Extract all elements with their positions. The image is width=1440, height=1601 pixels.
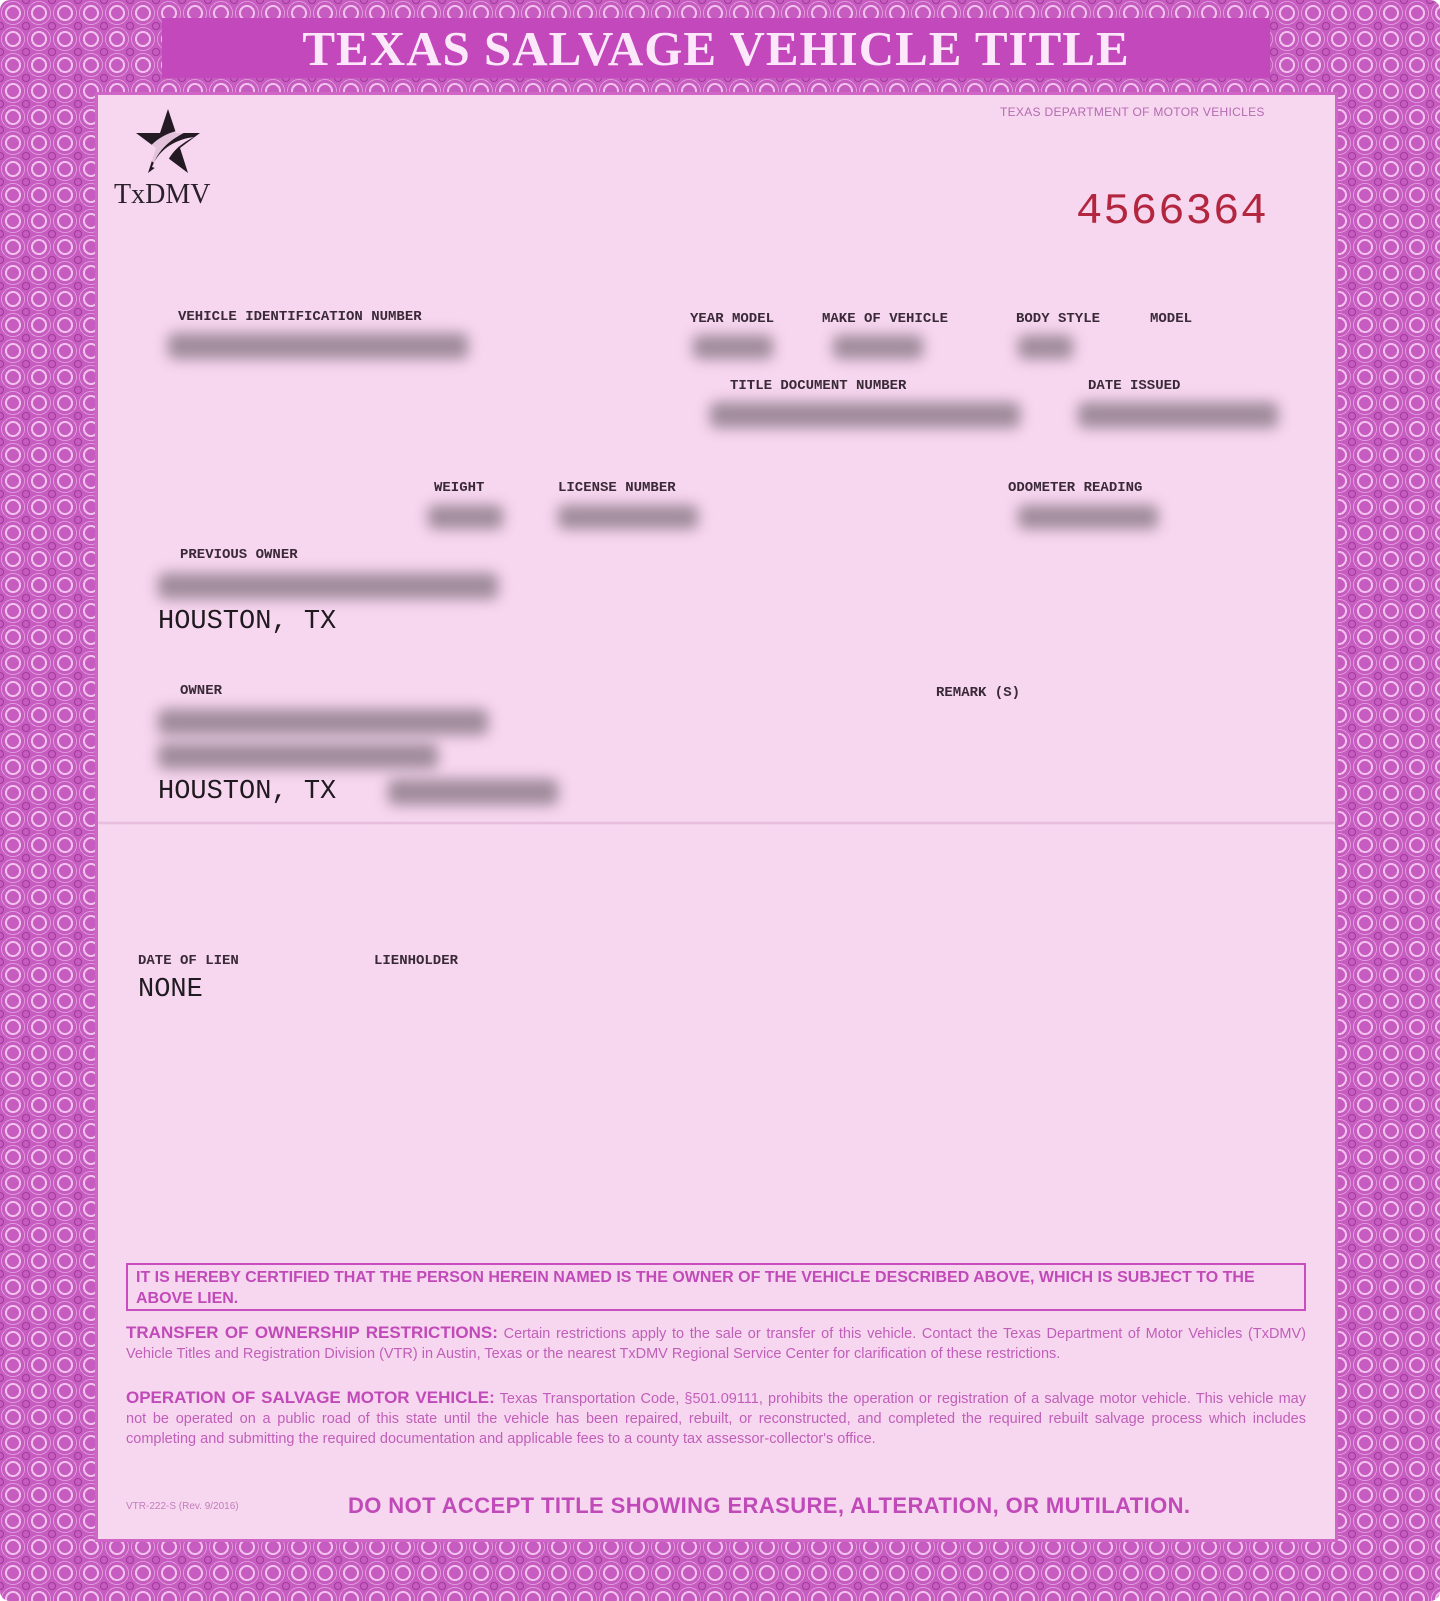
odometer-label: ODOMETER READING (1008, 480, 1143, 496)
date-of-lien-label: DATE OF LIEN (138, 953, 239, 969)
logo-text: TxDMV (114, 179, 211, 210)
form-number: VTR-222-S (Rev. 9/2016) (126, 1501, 239, 1512)
title-banner (162, 18, 1270, 78)
odometer-redacted (1018, 505, 1158, 529)
department-name: TEXAS DEPARTMENT OF MOTOR VEHICLES (1000, 105, 1265, 119)
serial-number: 4566364 (1076, 187, 1268, 237)
make-redacted (833, 335, 923, 359)
year-model-label: YEAR MODEL (690, 311, 775, 327)
salvage-operation-notice (126, 1388, 1306, 1449)
previous-owner-city: HOUSTON, TX (158, 607, 337, 637)
operation-heading: OPERATION OF SALVAGE MOTOR VEHICLE: (126, 1388, 495, 1407)
lienholder-label: LIENHOLDER (374, 953, 459, 969)
transfer-heading: TRANSFER OF OWNERSHIP RESTRICTIONS: (126, 1323, 498, 1342)
vin-label: VEHICLE IDENTIFICATION NUMBER (178, 309, 422, 325)
date-issued-label: DATE ISSUED (1088, 378, 1181, 394)
txdmv-logo (114, 107, 234, 217)
previous-owner-label: PREVIOUS OWNER (180, 547, 298, 563)
owner-zip-redacted (388, 779, 558, 805)
transfer-restrictions (126, 1323, 1306, 1364)
title-doc-redacted (710, 402, 1020, 428)
make-label: MAKE OF VEHICLE (822, 311, 949, 327)
year-model-redacted (693, 335, 773, 359)
owner-label: OWNER (180, 683, 223, 699)
document-title: TEXAS SALVAGE VEHICLE TITLE (302, 20, 1130, 76)
owner-city: HOUSTON, TX (158, 777, 337, 807)
body-style-redacted (1018, 335, 1073, 359)
alteration-warning: DO NOT ACCEPT TITLE SHOWING ERASURE, ALTERATION, OR MUTILATION. (348, 1493, 1191, 1518)
model-label: MODEL (1150, 311, 1193, 327)
owner-name-redacted (158, 709, 488, 735)
operation-text: Texas Transportation Code, §501.09111, prohibits the operation or registration of a salvage motor vehicle. This vehicle may not be operated on a public road of this state until the vehicle has been repaired, rebuilt, or reconstructed, and completed the required rebuilt salvage process which includes completing and submitting the required documentation and applicable fees to a county tax assessor-collector's office. (126, 1391, 1306, 1447)
date-issued-redacted (1078, 402, 1278, 428)
license-redacted (558, 505, 698, 529)
date-of-lien-value: NONE (138, 975, 203, 1005)
title-doc-label: TITLE DOCUMENT NUMBER (730, 378, 907, 394)
weight-redacted (428, 505, 503, 529)
owner-address-redacted (158, 743, 438, 769)
license-label: LICENSE NUMBER (558, 480, 676, 496)
certification-statement: IT IS HEREBY CERTIFIED THAT THE PERSON HEREIN NAMED IS THE OWNER OF THE VEHICLE DESCRIBED ABOVE, WHICH IS SUBJECT TO THE ABOVE LIEN. (126, 1263, 1306, 1311)
previous-owner-redacted (158, 573, 498, 599)
document-panel (95, 92, 1338, 1542)
remarks-label: REMARK (S) (936, 685, 1021, 701)
paper-fold-line (98, 821, 1335, 825)
transfer-text: Certain restrictions apply to the sale or transfer of this vehicle. Contact the Texas Department of Motor Vehicles (TxDMV) Vehicle Titles and Registration Division (VTR) in Austin, Texas or the nearest TxDMV Regional Service Center for clarification of these restrictions. (126, 1326, 1307, 1362)
star-icon (134, 107, 202, 177)
weight-label: WEIGHT (434, 480, 485, 496)
vin-redacted (168, 333, 468, 359)
body-style-label: BODY STYLE (1016, 311, 1101, 327)
